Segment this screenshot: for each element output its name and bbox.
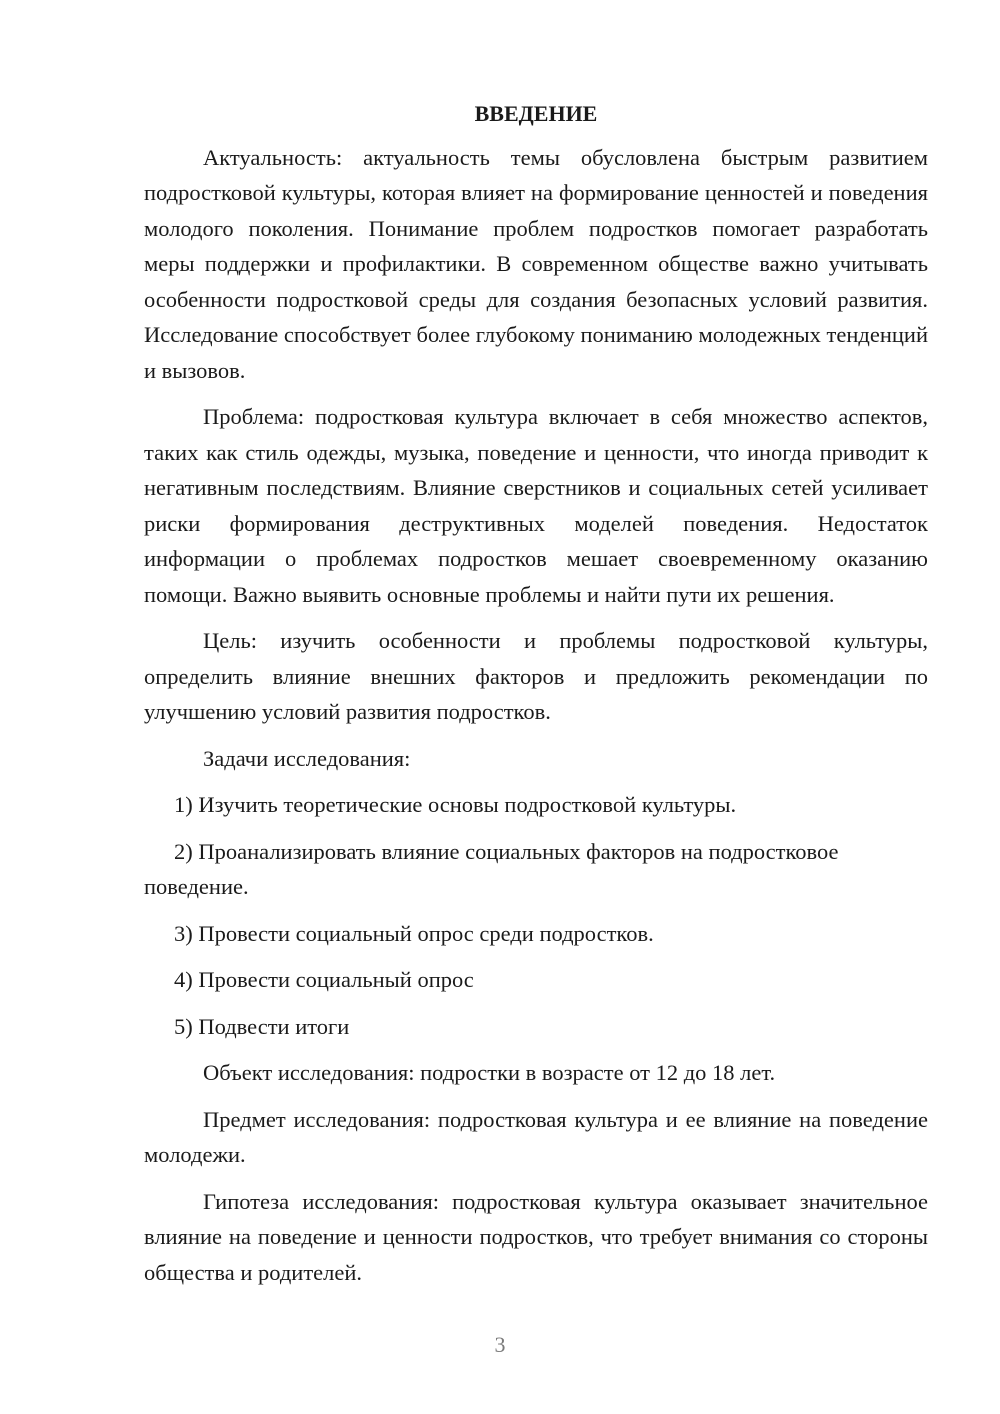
task-item-3: 3) Провести социальный опрос среди подростков. bbox=[174, 920, 654, 946]
subject-paragraph: Предмет исследования: подростковая культура и ее влияние на поведение молодежи. bbox=[144, 1106, 928, 1167]
relevance-paragraph: Актуальность: актуальность темы обусловлена быстрым развитием подростковой культуры, которая влияет на формирование ценностей и поведения молодого поколения. Понимание проблем подростков помогает разработать меры поддержки и профилактики. В современном обществе важно учитывать особенности подростковой среды для создания безопасных условий развития. Исследование способствует более глубокому пониманию молодежных тенденций и вызовов. bbox=[144, 144, 928, 383]
page-content bbox=[144, 96, 928, 1301]
tasks-heading: Задачи исследования: bbox=[203, 745, 411, 771]
goal-paragraph: Цель: изучить особенности и проблемы подростковой культуры, определить влияние внешних факторов и предложить рекомендации по улучшению условий развития подростков. bbox=[144, 628, 928, 724]
page-number: 3 bbox=[494, 1332, 506, 1357]
page-title: ВВЕДЕНИЕ bbox=[474, 101, 598, 126]
object-paragraph: Объект исследования: подростки в возрасте от 12 до 18 лет. bbox=[203, 1060, 776, 1085]
problem-paragraph: Проблема: подростковая культура включает в себя множество аспектов, таких как стиль одежды, музыка, поведение и ценности, что иногда приводит к негативным последствиям. Влияние сверстников и социальных сетей усиливает риски формирования деструктивных моделей поведения. Недостаток информации о проблемах подростков мешает своевременному оказанию помощи. Важно выявить основные проблемы и найти пути их решения. bbox=[144, 404, 928, 607]
task-item-1: 1) Изучить теоретические основы подростковой культуры. bbox=[174, 792, 737, 817]
task-item-4: 4) Провести социальный опрос bbox=[174, 967, 474, 992]
hypothesis-paragraph: Гипотеза исследования: подростковая культура оказывает значительное влияние на поведение и ценности подростков, что требует внимания со стороны общества и родителей. bbox=[144, 1188, 928, 1285]
task-item-2: 2) Проанализировать влияние социальных факторов на подростковое поведение. bbox=[144, 838, 839, 899]
task-item-5: 5) Подвести итоги bbox=[174, 1013, 350, 1039]
